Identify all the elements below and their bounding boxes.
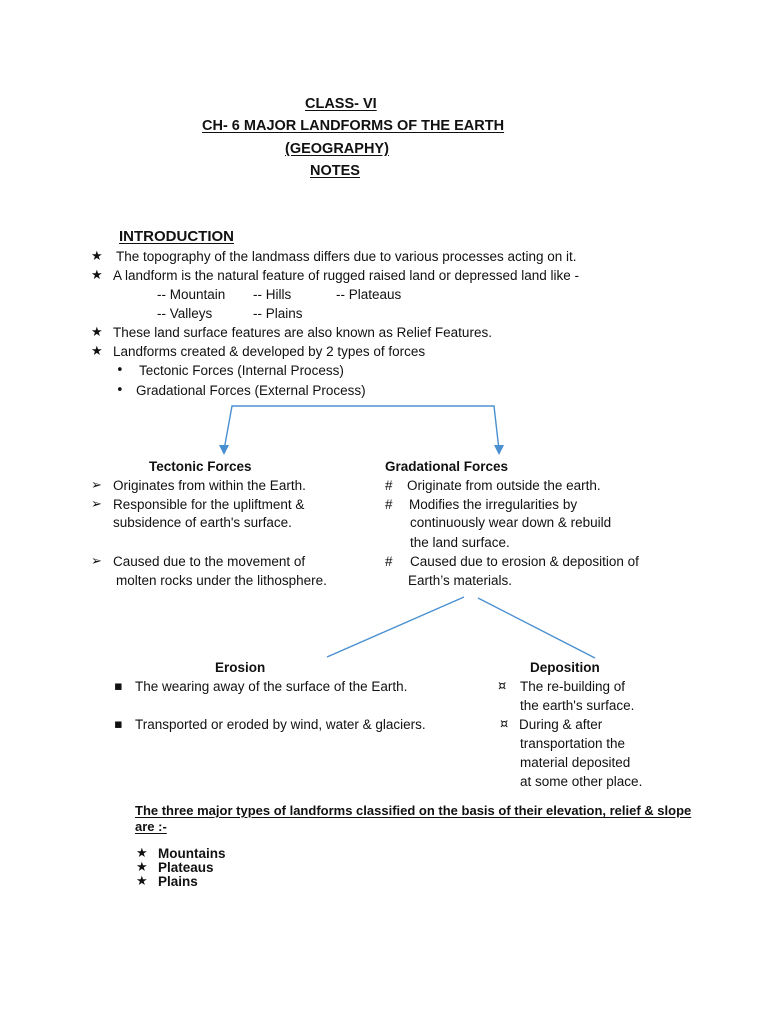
currency-bullet-icon: ¤ bbox=[498, 679, 507, 694]
types-heading-line-2: are :- bbox=[135, 819, 167, 834]
subject-title: (GEOGRAPHY) bbox=[285, 141, 389, 157]
tectonic-point-1: Originates from within the Earth. bbox=[113, 478, 306, 493]
deposition-point-2b: transportation the bbox=[520, 736, 626, 751]
arrow-head-left-icon bbox=[219, 445, 229, 455]
type-plains: Plains bbox=[158, 874, 198, 889]
gradational-point-3b: Earth’s materials. bbox=[408, 573, 513, 588]
class-title: CLASS- VI bbox=[305, 96, 377, 112]
arrow-head-right-icon bbox=[494, 445, 504, 455]
type-plateaus: Plateaus bbox=[158, 860, 214, 875]
arrow-bullet-icon: ➢ bbox=[91, 554, 102, 569]
erosion-heading: Erosion bbox=[215, 660, 266, 675]
star-bullet-icon: ★ bbox=[91, 325, 103, 340]
landform-plateaus: -- Plateaus bbox=[336, 287, 402, 302]
landform-plains: -- Plains bbox=[253, 306, 303, 321]
deposition-branch-line bbox=[478, 598, 595, 658]
hash-bullet: # bbox=[385, 554, 393, 569]
gradational-heading: Gradational Forces bbox=[385, 459, 509, 474]
landform-valleys: -- Valleys bbox=[157, 306, 213, 321]
deposition-point-1a: The re-building of bbox=[520, 679, 626, 694]
star-bullet-icon: ★ bbox=[136, 860, 148, 875]
top-bracket-line bbox=[224, 406, 499, 450]
intro-point-1: The topography of the landmass differs due to various processes acting on it. bbox=[116, 249, 577, 264]
tectonic-point-3a: Caused due to the movement of bbox=[113, 554, 306, 569]
deposition-point-2a: During & after bbox=[519, 717, 603, 732]
dot-bullet-icon: • bbox=[116, 383, 124, 398]
landform-mountain: -- Mountain bbox=[157, 287, 226, 302]
arrow-bullet-icon: ➢ bbox=[91, 497, 102, 512]
chapter-title: CH- 6 MAJOR LANDFORMS OF THE EARTH bbox=[202, 118, 505, 134]
hash-bullet: # bbox=[385, 497, 393, 512]
square-bullet-icon: ▪ bbox=[114, 679, 123, 694]
star-bullet-icon: ★ bbox=[91, 344, 103, 359]
deposition-point-1b: the earth's surface. bbox=[520, 698, 635, 713]
introduction-heading: INTRODUCTION bbox=[119, 228, 234, 245]
deposition-point-2d: at some other place. bbox=[520, 774, 643, 789]
intro-point-4: Landforms created & developed by 2 types of forces bbox=[113, 344, 426, 359]
star-bullet-icon: ★ bbox=[91, 249, 103, 264]
hash-bullet: # bbox=[385, 478, 393, 493]
landform-hills: -- Hills bbox=[253, 287, 292, 302]
star-bullet-icon: ★ bbox=[91, 268, 103, 283]
gradational-point-2a: Modifies the irregularities by bbox=[409, 497, 578, 512]
intro-point-2: A landform is the natural feature of rugged raised land or depressed land like - bbox=[113, 268, 580, 283]
deposition-point-2c: material deposited bbox=[520, 755, 631, 770]
tectonic-point-2b: subsidence of earth's surface. bbox=[113, 515, 292, 530]
currency-bullet-icon: ¤ bbox=[500, 717, 509, 732]
notes-title: NOTES bbox=[310, 163, 360, 179]
arrow-bullet-icon: ➢ bbox=[91, 478, 102, 493]
type-mountains: Mountains bbox=[158, 846, 226, 861]
force-tectonic: Tectonic Forces (Internal Process) bbox=[139, 363, 344, 378]
tectonic-point-2a: Responsible for the upliftment & bbox=[113, 497, 305, 512]
erosion-point-2: Transported or eroded by wind, water & glaciers. bbox=[135, 717, 426, 732]
square-bullet-icon: ▪ bbox=[114, 717, 123, 732]
force-gradational: Gradational Forces (External Process) bbox=[136, 383, 366, 398]
dot-bullet-icon: • bbox=[116, 363, 124, 378]
deposition-heading: Deposition bbox=[530, 660, 600, 675]
types-heading-line-1: The three major types of landforms classified on the basis of their elevation, relief & slope bbox=[135, 803, 692, 818]
gradational-point-2b: continuously wear down & rebuild bbox=[410, 515, 612, 530]
intro-point-3: These land surface features are also known as Relief Features. bbox=[113, 325, 492, 340]
gradational-point-2c: the land surface. bbox=[410, 535, 510, 550]
tectonic-point-3b: molten rocks under the lithosphere. bbox=[116, 573, 327, 588]
tectonic-heading: Tectonic Forces bbox=[149, 459, 252, 474]
gradational-point-3a: Caused due to erosion & deposition of bbox=[410, 554, 639, 569]
erosion-point-1: The wearing away of the surface of the Earth. bbox=[135, 679, 408, 694]
gradational-point-1: Originate from outside the earth. bbox=[407, 478, 601, 493]
erosion-branch-line bbox=[327, 597, 464, 657]
star-bullet-icon: ★ bbox=[136, 874, 148, 889]
star-bullet-icon: ★ bbox=[136, 846, 148, 861]
